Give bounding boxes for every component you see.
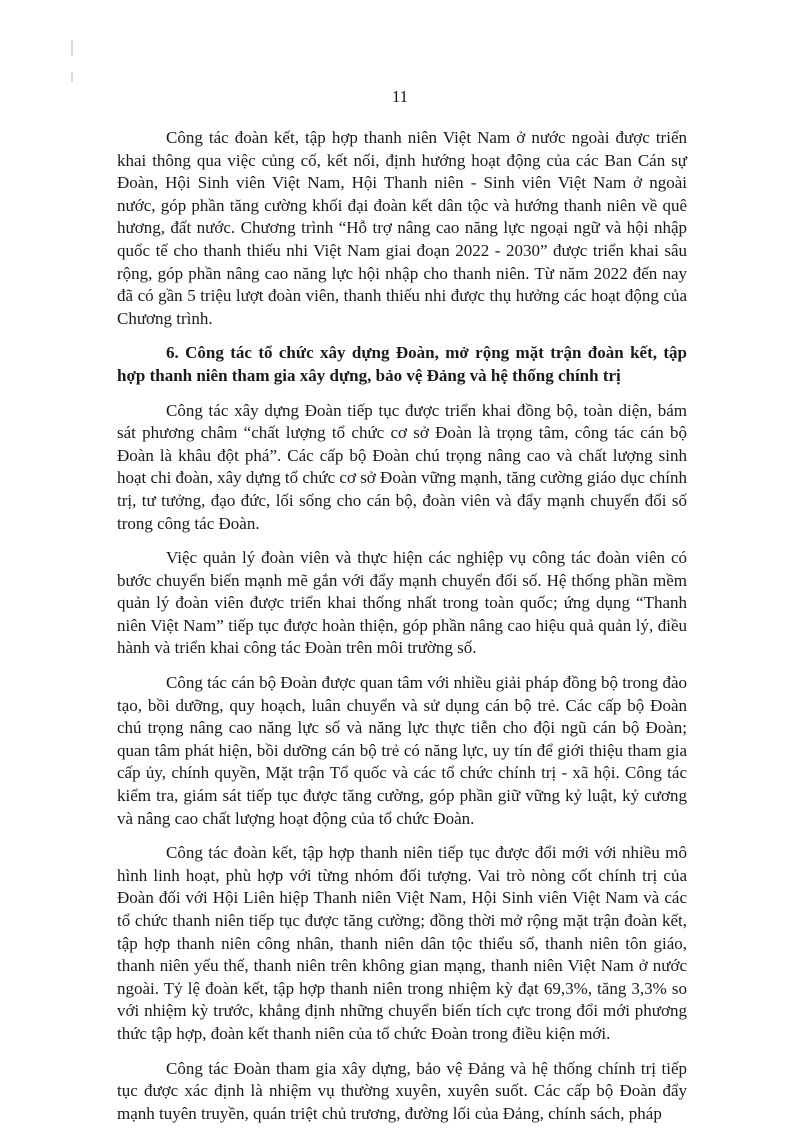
paragraph-youth-solidarity: Công tác đoàn kết, tập hợp thanh niên tiếp tục được đổi mới với nhiều mô hình linh hoạt, phù hợp với từng nhóm đối tượng. Vai trò nòng cốt chính trị của Đoàn đối với Hội Liên hiệp Thanh niên Việt Nam, Hội Sinh viên Việt Nam và các tổ chức thanh niên tiếp tục được tăng cường; đồng thời mở rộng mặt trận đoàn kết, tập hợp thanh niên công nhân, thanh niên dân tộc thiểu số, thanh niên tôn giáo, thanh niên yếu thế, thanh niên trên không gian mạng, thanh niên Việt Nam ở nước ngoài. Tỷ lệ đoàn kết, tập hợp thanh niên trong nhiệm kỳ đạt 69,3%, tăng 3,3% so với nhiệm kỳ trước, khẳng định những chuyển biến tích cực trong đổi mới phương thức tập hợp, đoàn kết thanh niên của tổ chức Đoàn trong điều kiện mới.: [117, 843, 687, 1043]
paragraph-member-management: Việc quản lý đoàn viên và thực hiện các nghiệp vụ công tác đoàn viên có bước chuyển biến mạnh mẽ gắn với đẩy mạnh chuyển đổi số. Hệ thống phần mềm quản lý đoàn viên được triển khai thống nhất trong toàn quốc; ứng dụng “Thanh niên Việt Nam” tiếp tục được hoàn thiện, góp phần nâng cao hiệu quả quản lý, điều hành và triển khai công tác Đoàn trên môi trường số.: [117, 548, 687, 658]
section-heading-6: 6. Công tác tổ chức xây dựng Đoàn, mở rộng mặt trận đoàn kết, tập hợp thanh niên tham gia xây dựng, bảo vệ Đảng và hệ thống chính trị: [117, 343, 687, 385]
scan-artifact-mark: [71, 40, 73, 56]
paragraph-overseas-youth: Công tác đoàn kết, tập hợp thanh niên Việt Nam ở nước ngoài được triển khai thông qua việc củng cố, kết nối, định hướng hoạt động của các Ban Cán sự Đoàn, Hội Sinh viên Việt Nam, Hội Thanh niên - Sinh viên Việt Nam ở ngoài nước, góp phần tăng cường khối đại đoàn kết dân tộc và hướng thanh niên về quê hương, đất nước. Chương trình “Hỗ trợ nâng cao năng lực ngoại ngữ và hội nhập quốc tế cho thanh thiếu nhi Việt Nam giai đoạn 2022 - 2030” được triển khai sâu rộng, góp phần nâng cao năng lực hội nhập cho thanh niên. Từ năm 2022 đến nay đã có gần 5 triệu lượt đoàn viên, thanh thiếu nhi được thụ hưởng các hoạt động của Chương trình.: [117, 128, 687, 328]
document-body: [117, 127, 687, 1137]
page-number: 11: [391, 87, 409, 106]
paragraph-building-union: Công tác xây dựng Đoàn tiếp tục được triển khai đồng bộ, toàn diện, bám sát phương châm “chất lượng tổ chức cơ sở Đoàn là trọng tâm, công tác cán bộ Đoàn là khâu đột phá”. Các cấp bộ Đoàn chú trọng nâng cao và chất lượng sinh hoạt chi đoàn, xây dựng tổ chức cơ sở Đoàn vững mạnh, tăng cường giáo dục chính trị, tư tưởng, đạo đức, lối sống cho cán bộ, đoàn viên và đẩy mạnh chuyển đổi số trong công tác Đoàn.: [117, 400, 687, 533]
paragraph-cadre-work: Công tác cán bộ Đoàn được quan tâm với nhiều giải pháp đồng bộ trong đào tạo, bồi dưỡng, quy hoạch, luân chuyển và sử dụng cán bộ trẻ. Các cấp bộ Đoàn chú trọng nâng cao năng lực số và năng lực thực tiễn cho đội ngũ cán bộ Đoàn; quan tâm phát hiện, bồi dưỡng cán bộ trẻ có năng lực, uy tín để giới thiệu tham gia cấp ủy, chính quyền, Mặt trận Tổ quốc và các tổ chức chính trị - xã hội. Công tác kiểm tra, giám sát tiếp tục được tăng cường, góp phần giữ vững kỷ luật, kỷ cương và nâng cao chất lượng hoạt động của tổ chức Đoàn.: [117, 673, 687, 828]
scan-artifact-mark: [71, 72, 73, 82]
paragraph-party-building: Công tác Đoàn tham gia xây dựng, bảo vệ Đảng và hệ thống chính trị tiếp tục được xác định là nhiệm vụ thường xuyên, xuyên suốt. Các cấp bộ Đoàn đẩy mạnh tuyên truyền, quán triệt chủ trương, đường lối của Đảng, chính sách, pháp: [117, 1058, 687, 1123]
